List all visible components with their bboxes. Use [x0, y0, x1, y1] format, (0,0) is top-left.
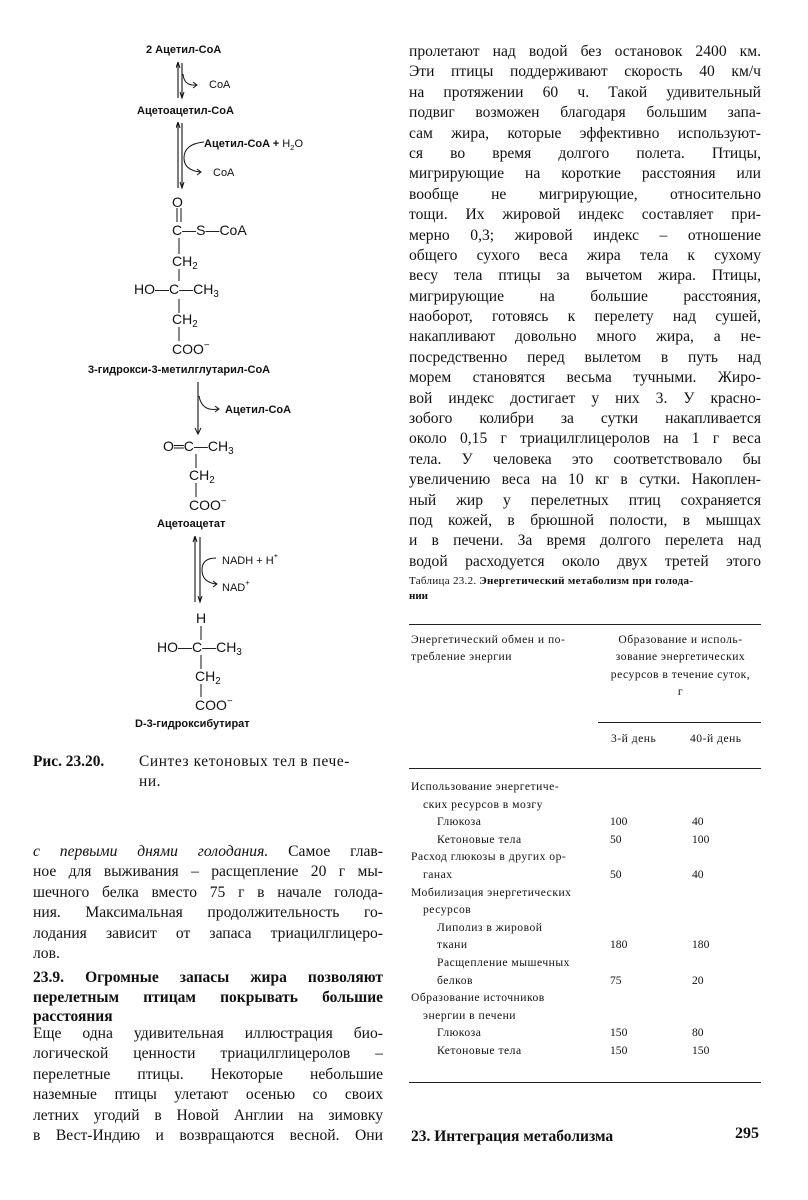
acetoacetate-ch2: $CH_2$ [189, 467, 215, 486]
text-line: Эти птицы поддерживают скорость 40 км/ч [409, 63, 761, 81]
text-line: лодания зависит от запаса триацилглицеро- [33, 924, 383, 942]
table-body [409, 778, 761, 1078]
table-cell-label: Расщепление мышечных [437, 956, 570, 969]
right-paragraph [409, 42, 761, 572]
hmg-ch2-b: $CH_2$ [172, 311, 198, 330]
text-line: наоборот, готовясь к перелету над сушей, [409, 308, 761, 326]
page-number: 295 [735, 1125, 759, 1142]
step3-released-acetyl-coa: Ацетил-CoA [225, 404, 292, 416]
text-line: перелетные птицы. Некоторые небольшие [33, 1065, 383, 1083]
table-cell-label: ткани [437, 938, 468, 952]
table-header-left [411, 631, 565, 666]
hmg-ho-c-ch3: $HO—C—CH_3$ [134, 281, 219, 300]
table-cell-label: белков [437, 973, 473, 987]
text-line: с первыми днями голодания. Самое глав- [33, 843, 383, 860]
text-line: вой индекс достигает у них 3. У красно- [409, 389, 761, 407]
text-line: в Вест-Индию и возвращаются весной. Они [33, 1126, 383, 1144]
step2-released-coa: CoA [213, 167, 235, 179]
table-header-line: ресурсов в течение суток, [610, 667, 751, 681]
table-cell-day40: 80 [692, 1026, 704, 1040]
table-caption [409, 574, 761, 604]
section-heading-line: расстояния [33, 1008, 113, 1025]
text-line: Еще одна удивительная иллюстрация био- [33, 1025, 383, 1042]
text-line: шечного белка вместо 75 г в начале голода- [33, 883, 383, 901]
table-cell-label: Кетоновые тела [437, 1044, 522, 1057]
section-heading-line: 23.9. Огромные запасы жира позволяют [33, 969, 383, 986]
hmg-bond [177, 238, 181, 254]
text-line: мерно 0,3; жировой индекс – отношение [409, 226, 761, 244]
text-line: тощи. Их жировой индекс составляет при- [409, 206, 761, 224]
compound-hmg-coa: 3-гидрокси-3-метилглутарил-CoA [88, 364, 271, 376]
text-line: ния. Максимальная продолжительность го- [33, 904, 383, 922]
text-line: наземные птицы улетают осенью со своих [33, 1086, 383, 1104]
text-line: ный жир у перелетных птиц сохраняется [409, 491, 761, 509]
table-cell-label: ганах [423, 868, 453, 881]
table-cell-label: Глюкоза [437, 815, 482, 829]
step2-input [204, 138, 303, 152]
text-line: вообще не мигрирующие, относительно [409, 185, 761, 203]
table-header-line: Энергетический обмен и по- [411, 633, 566, 646]
compound-acetyl-coa: 2 Ацетил-CoA [146, 44, 222, 56]
table-cell-day40: 40 [692, 868, 704, 881]
figure-caption-label: Рис. 23.20. [33, 753, 105, 770]
table-cell-day40: 180 [692, 938, 710, 952]
column-header-day3: 3-й день [611, 732, 657, 745]
text-line: накапливают довольно много жира, а не- [409, 328, 761, 346]
text-line: зобого колибри за сутки накапливается [409, 410, 761, 428]
hydroxybutyrate-coo: COO− [195, 696, 233, 713]
table-header-rule [409, 768, 761, 769]
table-header-right [598, 631, 763, 701]
reversible-arrow-step2 [176, 122, 236, 190]
text-line: на протяжении 60 ч. Такой удивительный [409, 83, 761, 101]
table-cell-day3: 100 [610, 815, 628, 829]
text-line: водой расходуется около двух третей этого [409, 552, 761, 570]
text-line: увеличению веса на 10 кг в сутки. Накоплен- [409, 471, 761, 489]
hydroxybutyrate-bond [199, 626, 203, 640]
hmg-coo: COO− [172, 340, 210, 357]
compound-d-3-hydroxybutyrate: D-3-гидроксибутират [135, 718, 250, 730]
table-cell-day3: 180 [610, 938, 628, 952]
table-cell-label: Липолиз в жировой [437, 920, 543, 934]
table-header-line: зование энергетических [615, 650, 746, 664]
table-cell-label: Образование источников [411, 991, 545, 1005]
figure-caption-line: ни. [139, 773, 162, 790]
text-line: пролетают над водой без остановок 2400 км. [409, 43, 761, 60]
text-line: сам жира, которые эффективно используют- [409, 124, 761, 142]
hydroxybutyrate-ch2: $CH_2$ [195, 668, 221, 687]
compound-acetoacetyl-coa: Ацетоацетил-CoA [137, 105, 234, 117]
text-line: и в печени. За время долгого перелета над [409, 532, 761, 550]
text-line: ся во время долгого полета. Птицы, [409, 144, 761, 162]
text-line: лов. [33, 944, 60, 962]
table-cell-label: Использование энергетиче- [411, 780, 560, 793]
table-cell-day3: 75 [610, 973, 622, 987]
table-cell-label: энергии в печени [423, 1008, 517, 1022]
compound-acetoacetate: Ацетоацетат [157, 518, 226, 530]
acetoacetate-bond [194, 454, 198, 468]
text-line: весу тела птицы за вычетом жира. Птицы, [409, 267, 761, 285]
table-cell-label: ских ресурсов в мозгу [423, 797, 543, 811]
acetoacetate-bond [194, 483, 198, 497]
hmg-bond [177, 327, 181, 341]
hmg-ch2-a: $CH_2$ [172, 253, 198, 272]
table-cell-label: Глюкоза [437, 1026, 482, 1040]
text-line: общего сухого веса жира тела к сухому [409, 246, 761, 264]
hmg-o-atom: O [172, 194, 183, 210]
hydroxybutyrate-ho-c-ch3: $HO—C—CH_3$ [157, 639, 242, 658]
step1-released-coa: CoA [209, 79, 231, 91]
hmg-c-s-coa: C—S—CoA [172, 222, 247, 238]
step2-acetyl-coa: Ацетил-CoA + [204, 138, 283, 150]
section-paragraph [33, 1024, 383, 1146]
table-header-line: Образование и исполь- [618, 633, 743, 646]
acetoacetate-o-c-ch3: $O═C—CH_3$ [163, 438, 234, 457]
section-heading [33, 968, 383, 1027]
table-caption-label: Таблица 23.2. [409, 575, 477, 587]
table-caption-title: нии [409, 590, 429, 602]
running-footer-chapter: 23. Интеграция метаболизма [411, 1128, 614, 1145]
hmg-bond-vertical [177, 269, 181, 315]
table-cell-day3: 150 [610, 1026, 628, 1040]
acetoacetate-coo: COO− [189, 496, 227, 513]
text-line: посредственно перед вылетом в путь над [409, 348, 761, 366]
table-cell-label: ресурсов [423, 903, 472, 917]
table-cell-day40: 40 [692, 815, 704, 829]
table-cell-day3: 150 [610, 1044, 628, 1057]
figure-caption-text [139, 752, 350, 792]
hydroxybutyrate-bond [199, 655, 203, 669]
table-cell-day40: 150 [692, 1044, 710, 1057]
hydroxybutyrate-h: H [196, 610, 207, 626]
text-line: летних угодий в Новой Англии на зимовку [33, 1106, 383, 1124]
text-line: логической ценности триацилглицеролов – [33, 1045, 383, 1063]
text-line: мигрирующие на большие расстояния, [409, 287, 761, 305]
text-line: морем становятся весьма тучными. Жиро- [409, 369, 761, 387]
table-caption-title: Энергетический метаболизм при голода- [479, 575, 694, 587]
text-line: ное для выживания – расщепление 20 г мы- [33, 863, 383, 881]
table-header-line: г [677, 685, 684, 699]
step4-released-nad: NAD+ [222, 578, 250, 594]
section-heading-line: перелетным птицам покрывать большие [33, 988, 383, 1006]
table-cell-day40: 100 [692, 832, 710, 846]
step4-input-nadh: NADH + H+ [222, 551, 279, 567]
table-cell-day3: 50 [610, 868, 622, 881]
text-line: тела. У человека это соответствовало бы [409, 450, 761, 468]
text-line: около 0,15 г триацилглицеролов на 1 г веса [409, 430, 761, 448]
step2-water: $H_2O$ [282, 138, 304, 152]
text-line: под кожей, в брюшной полости, в мышцах [409, 511, 761, 529]
table-bottom-rule [409, 1082, 761, 1083]
table-cell-label: Мобилизация энергетических [411, 885, 572, 899]
figure-caption-line: Синтез кетоновых тел в пече- [139, 753, 351, 770]
table-header-line: требление энергии [411, 650, 512, 664]
table-subheader-rule [598, 722, 761, 723]
table-top-rule [409, 624, 761, 625]
table-cell-label: Расход глюкозы в других ор- [411, 850, 567, 864]
text-line: подвиг возможен благодаря большим запа- [409, 104, 761, 122]
text-line: мигрирующие на короткие расстояния или [409, 165, 761, 183]
left-paragraph [33, 842, 383, 964]
table-cell-label: Кетоновые тела [437, 832, 522, 846]
column-header-day40: 40-й день [690, 732, 742, 745]
table-cell-day40: 20 [692, 973, 704, 987]
table-cell-day3: 50 [610, 832, 622, 846]
